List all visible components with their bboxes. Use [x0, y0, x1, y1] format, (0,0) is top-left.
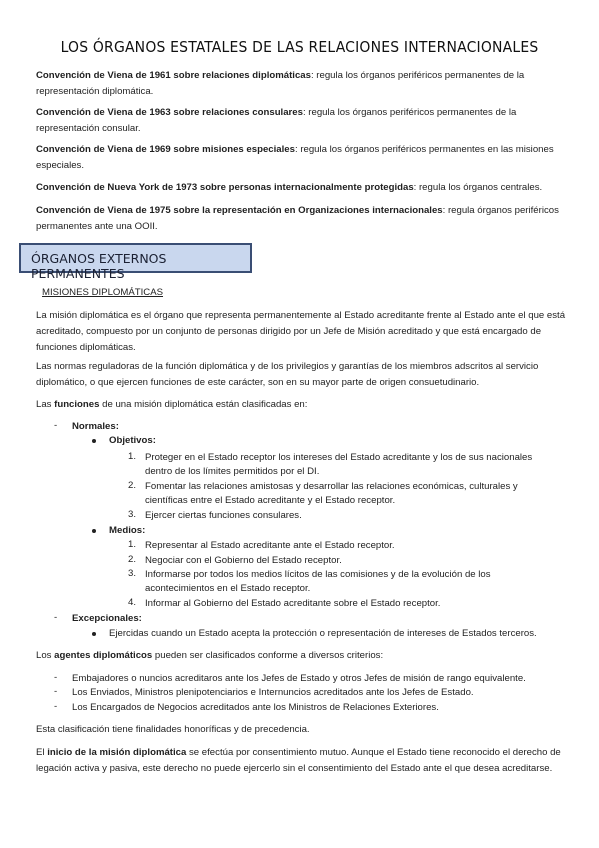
convention-name: Convención de Viena de 1969 sobre misiones especiales	[36, 144, 295, 155]
label-text: Medios	[109, 525, 143, 536]
label-text: Objetivos	[109, 435, 153, 446]
text-fragment: Las	[36, 399, 55, 410]
list-number: 1.	[128, 451, 137, 462]
objetivo-item: Ejercer ciertas funciones consulares.	[145, 510, 302, 521]
objetivo-item: Proteger en el Estado receptor los intereses del Estado acreditante y los de sus nacionales dentro de los límites permitidos por el DI.	[145, 452, 533, 477]
list-number: 2.	[128, 554, 137, 565]
convention-desc: : regula los órganos periféricos permanentes de la representación consular.	[36, 107, 517, 134]
convention-1969	[36, 142, 566, 174]
text-fragment: El	[36, 747, 48, 758]
text-fragment: Los	[36, 650, 55, 661]
objetivo-item: Fomentar las relaciones amistosas y desarrollar las relaciones económicas, culturales y científicas entre el Estado acreditante y el Estado receptor.	[145, 481, 518, 506]
bullet-dot	[92, 632, 96, 636]
list-number: 1.	[128, 539, 137, 550]
convention-desc: : regula órganos periféricos permanentes ante una OOII.	[36, 205, 559, 232]
medio-item: Informar al Gobierno del Estado acreditante sobre el Estado receptor.	[145, 598, 441, 609]
text-fragment: de una misión diplomática están clasificadas en:	[99, 399, 308, 410]
subheading: MISIONES DIPLOMÁTICAS	[42, 287, 164, 298]
bullet-dot	[92, 439, 96, 443]
convention-desc: : regula los órganos periféricos permanentes de la representación diplomática.	[36, 70, 525, 97]
convention-name: Convención de Viena de 1975 sobre la representación en Organizaciones internacionales	[36, 205, 443, 216]
convention-1973	[36, 180, 566, 196]
text-fragment: pueden ser clasificados conforme a diversos criterios:	[152, 650, 384, 661]
list-number: 3.	[128, 568, 137, 579]
section-header	[19, 243, 252, 281]
convention-1963	[36, 105, 566, 137]
convention-1975	[36, 203, 566, 235]
list-number: 3.	[128, 509, 137, 520]
dash-bullet: -	[54, 701, 58, 712]
agente-item: Los Encargados de Negocios acreditados ante los Ministros de Relaciones Exteriores.	[72, 702, 439, 713]
paragraph-normas: Las normas reguladoras de la función diplomática y de los privilegios y garantías de los miembros adscritos al servicio diplomático, o que ejercen funciones de este carácter, son en su mayor parte de origen consuetudinario.	[36, 361, 539, 388]
convention-name: Convención de Nueva York de 1973 sobre personas internacionalmente protegidas	[36, 182, 414, 193]
section-title: ÓRGANOS EXTERNOS PERMANENTES	[31, 251, 167, 281]
agente-item: Embajadores o nuncios acreditaros ante los Jefes de Estado y otros Jefes de misión de rango equivalente.	[72, 673, 526, 684]
medio-item: Representar al Estado acreditante ante el Estado receptor.	[145, 540, 395, 551]
list-number: 4.	[128, 597, 137, 608]
normales-label: Normales:	[72, 421, 119, 432]
convention-desc: : regula los órganos periféricos permanentes en las misiones especiales.	[36, 144, 554, 171]
inicio-paragraph	[36, 745, 566, 777]
medio-item: Negociar con el Gobierno del Estado receptor.	[145, 555, 342, 566]
dash-bullet: -	[54, 420, 58, 431]
page-title: LOS ÓRGANOS ESTATALES DE LAS RELACIONES INTERNACIONALES	[60, 38, 539, 56]
convention-name: Convención de Viena de 1961 sobre relaciones diplomáticas	[36, 70, 311, 81]
convention-name: Convención de Viena de 1963 sobre relaciones consulares	[36, 107, 303, 118]
excepcionales-label: Excepcionales:	[72, 613, 142, 624]
agentes-intro	[36, 648, 566, 664]
medios-label: Medios:	[109, 525, 146, 536]
text-bold: agentes diplomáticos	[54, 650, 153, 661]
dash-bullet: -	[54, 672, 58, 683]
agente-item: Los Enviados, Ministros plenipotenciarios e Internuncios acreditados ante los Jefes de Estado.	[72, 687, 474, 698]
excepcionales-item: Ejercidas cuando un Estado acepta la protección o representación de intereses de Estados terceros.	[109, 628, 537, 639]
objetivos-label: Objetivos:	[109, 435, 156, 446]
funciones-intro	[36, 397, 566, 413]
text-bold: funciones	[54, 399, 100, 410]
label-text: Normales	[72, 421, 116, 432]
medio-item: Informarse por todos los medios lícitos de las comisiones y de la evolución de los acontecimientos en el Estado receptor.	[145, 569, 491, 594]
dash-bullet: -	[54, 686, 58, 697]
clasificacion-text: Esta clasificación tiene finalidades honoríficas y de precedencia.	[36, 724, 310, 735]
list-number: 2.	[128, 480, 137, 491]
convention-1961	[36, 68, 566, 100]
paragraph-definition: La misión diplomática es el órgano que representa permanentemente al Estado acreditante frente al Estado ante el que está acreditado, compuesto por un conjunto de personas dirigido por un Jefe de Misión acreditado y que está encargado de funciones diplomáticas.	[36, 310, 566, 353]
text-fragment: se efectúa por consentimiento mutuo. Aunque el Estado tiene reconocido el derecho de legación activa y pasiva, este derecho no puede ejercerlo sin el consentimiento del Estado ante el que desea acreditarse.	[36, 747, 561, 774]
bullet-dot	[92, 529, 96, 533]
label-text: Excepcionales	[72, 613, 139, 624]
dash-bullet: -	[54, 612, 58, 623]
text-bold: inicio de la misión diplomática	[47, 747, 187, 758]
convention-desc: : regula los órganos centrales.	[413, 182, 543, 193]
